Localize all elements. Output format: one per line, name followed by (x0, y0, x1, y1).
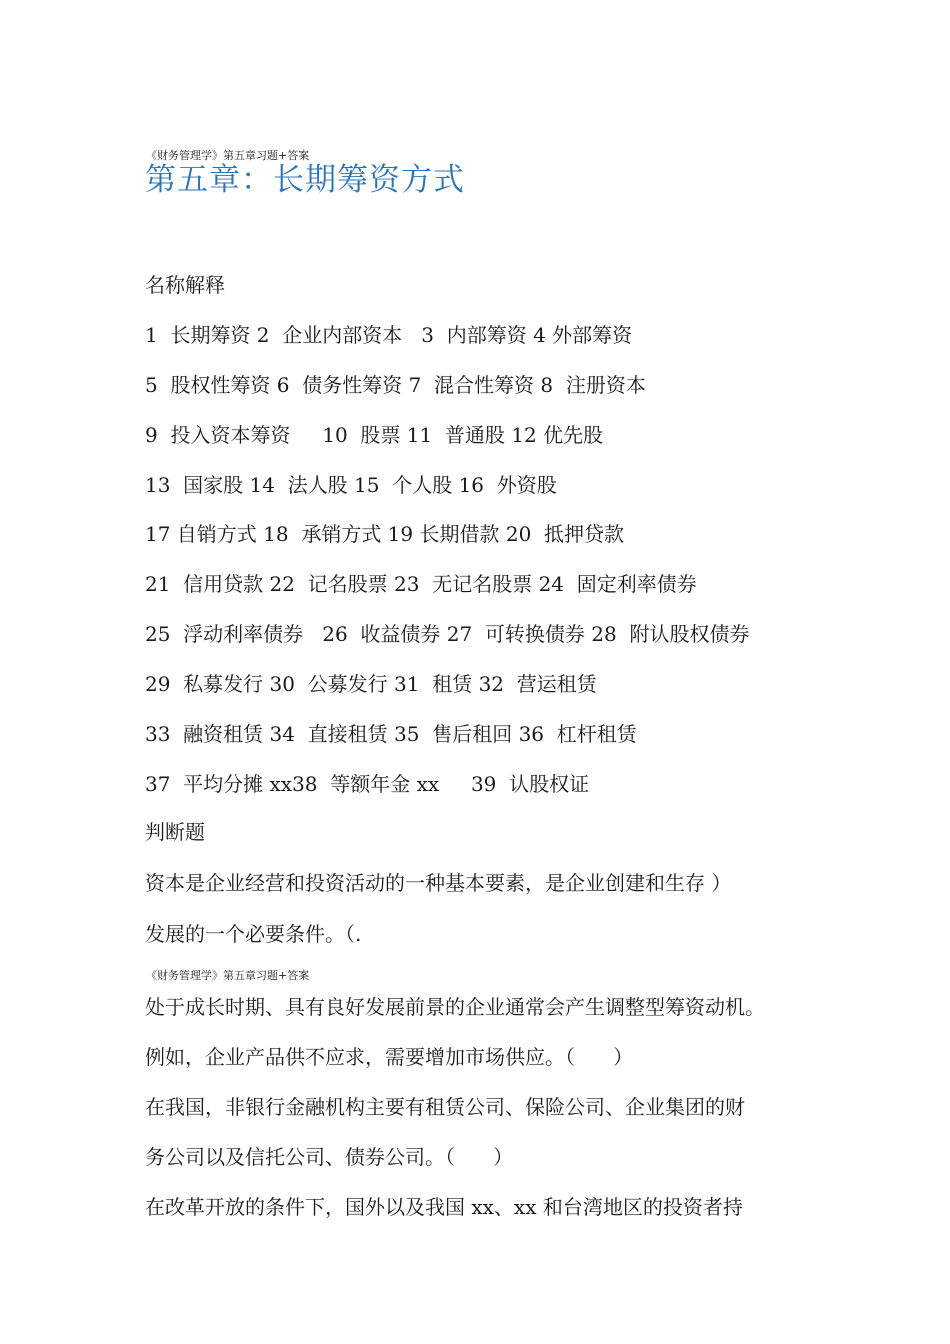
terms-line: 9 投入资本筹资 10 股票 11 普通股 12 优先股 (145, 423, 604, 447)
terms-line: 5 股权性筹资 6 债务性筹资 7 混合性筹资 8 注册资本 (145, 373, 646, 397)
judgment-line: 发展的一个必要条件。（. (145, 922, 362, 946)
section-heading-terms: 名称解释 (145, 273, 225, 297)
judgment-line: 在我国，非银行金融机构主要有租赁公司、保险公司、企业集团的财 (145, 1095, 745, 1119)
running-header: 《财务管理学》第五章习题+答案 (146, 969, 310, 982)
terms-line: 13 国家股 14 法人股 15 个人股 16 外资股 (145, 473, 557, 497)
judgment-line: 在改革开放的条件下，国外以及我国 xx、xx 和台湾地区的投资者持 (145, 1195, 743, 1219)
terms-line: 21 信用贷款 22 记名股票 23 无记名股票 24 固定利率债券 (145, 572, 697, 596)
terms-line: 25 浮动利率债券 26 收益债券 27 可转换债券 28 附认股权债券 (145, 622, 750, 646)
terms-line: 17 自销方式 18 承销方式 19 长期借款 20 抵押贷款 (145, 522, 625, 546)
chapter-title: 第五章：长期筹资方式 (145, 162, 465, 198)
terms-line: 29 私募发行 30 公募发行 31 租赁 32 营运租赁 (145, 672, 597, 696)
running-header: 《财务管理学》第五章习题+答案 (146, 149, 310, 162)
section-heading-judgment: 判断题 (145, 820, 205, 844)
terms-line: 33 融资租赁 34 直接租赁 35 售后租回 36 杠杆租赁 (145, 722, 637, 746)
judgment-line: 资本是企业经营和投资活动的一种基本要素，是企业创建和生存 ） (145, 871, 732, 895)
judgment-line: 务公司以及信托公司、债券公司。（ ） (145, 1145, 514, 1169)
terms-line: 1 长期筹资 2 企业内部资本 3 内部筹资 4 外部筹资 (145, 323, 633, 347)
terms-line: 37 平均分摊 xx38 等额年金 xx 39 认股权证 (145, 772, 590, 796)
judgment-line: 处于成长时期、具有良好发展前景的企业通常会产生调整型筹资动机。 (145, 995, 765, 1019)
judgment-line: 例如，企业产品供不应求，需要增加市场供应。（ ） (145, 1045, 634, 1069)
